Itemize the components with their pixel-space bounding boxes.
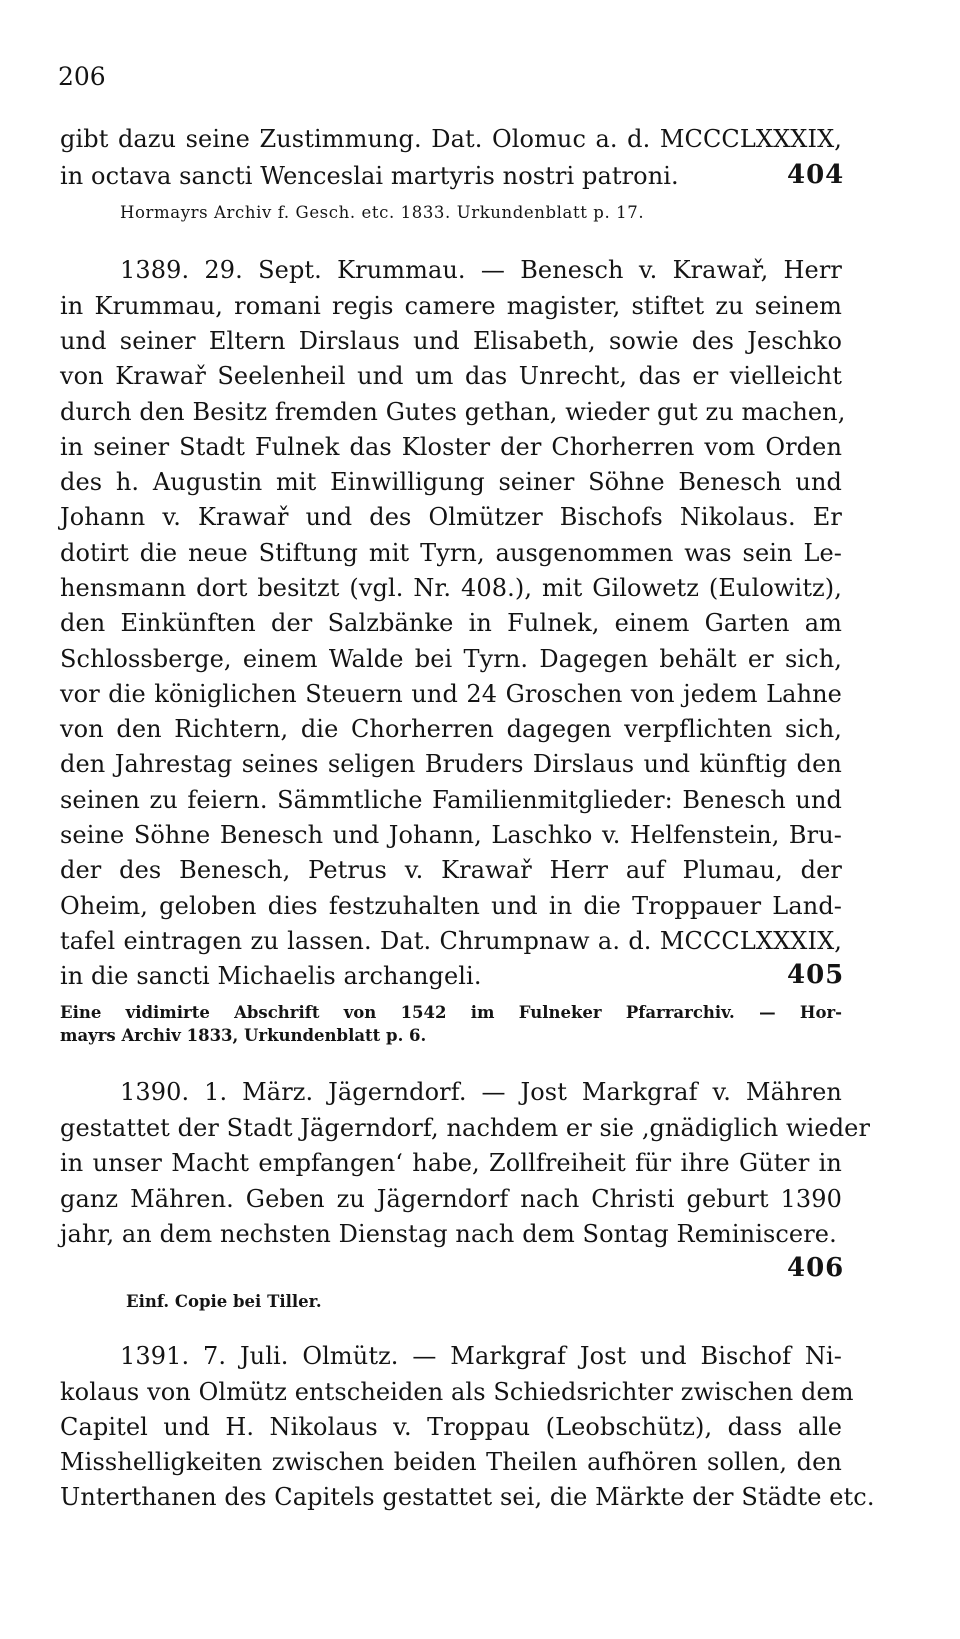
entry-405-line: seine Söhne Benesch und Johann, Laschko v. Helfenstein, Bru- xyxy=(60,821,842,849)
entry-406-line: in unser Macht empfangen‘ habe, Zollfreiheit für ihre Güter in xyxy=(60,1149,842,1177)
entry-405-line: und seiner Eltern Dirslaus und Elisabeth, sowie des Jeschko xyxy=(60,327,842,355)
entry-406-line: 1390. 1. März. Jägerndorf. — Jost Markgraf v. Mähren xyxy=(120,1078,842,1106)
entry-405-line: in seiner Stadt Fulnek das Kloster der Chorherren vom Orden xyxy=(60,433,842,461)
entry-405-line: 1389. 29. Sept. Krummau. — Benesch v. Krawař, Herr xyxy=(120,256,842,284)
entry-405-line: der des Benesch, Petrus v. Krawař Herr auf Plumau, der xyxy=(60,856,842,884)
entry-405-line: von den Richtern, die Chorherren dagegen verpflichten sich, xyxy=(60,715,842,743)
entry-404-line: in octava sancti Wenceslai martyris nostri patroni. xyxy=(60,162,679,190)
entry-405-line: tafel eintragen zu lassen. Dat. Chrumpnaw a. d. MCCCLXXXIX, xyxy=(60,927,842,955)
entry-405-line: Oheim, geloben dies festzuhalten und in die Troppauer Land- xyxy=(60,892,842,920)
source-note-405: mayrs Archiv 1833, Urkundenblatt p. 6. xyxy=(60,1026,427,1045)
entry-407-line: Misshelligkeiten zwischen beiden Theilen aufhören sollen, den xyxy=(60,1448,842,1476)
entry-405-line: Johann v. Krawař und des Olmützer Bischofs Nikolaus. Er xyxy=(60,503,842,531)
source-note-404: Hormayrs Archiv f. Gesch. etc. 1833. Urkundenblatt p. 17. xyxy=(120,203,645,222)
source-note-405: Eine vidimirte Abschrift von 1542 im Fulneker Pfarrarchiv. — Hor- xyxy=(60,1003,842,1022)
entry-407-line: Unterthanen des Capitels gestattet sei, die Märkte der Städte etc. xyxy=(60,1483,875,1511)
entry-405-line: seinen zu feiern. Sämmtliche Familienmitglieder: Benesch und xyxy=(60,786,842,814)
entry-407-line: 1391. 7. Juli. Olmütz. — Markgraf Jost und Bischof Ni- xyxy=(120,1342,842,1370)
entry-405-line: des h. Augustin mit Einwilligung seiner Söhne Benesch und xyxy=(60,468,842,496)
entry-406-line: ganz Mähren. Geben zu Jägerndorf nach Christi geburt 1390 xyxy=(60,1185,842,1213)
entry-405-line: hensmann dort besitzt (vgl. Nr. 408.), mit Gilowetz (Eulowitz), xyxy=(60,574,842,602)
source-note-406: Einf. Copie bei Tiller. xyxy=(126,1292,322,1311)
entry-405-line: dotirt die neue Stiftung mit Tyrn, ausgenommen was sein Le- xyxy=(60,539,842,567)
entry-405-line: in Krummau, romani regis camere magister, stiftet zu seinem xyxy=(60,292,842,320)
entry-404-line: gibt dazu seine Zustimmung. Dat. Olomuc a. d. MCCCLXXXIX, xyxy=(60,125,842,153)
document-number-405: 405 xyxy=(787,960,845,990)
entry-405-line: den Jahrestag seines seligen Bruders Dirslaus und künftig den xyxy=(60,750,842,778)
entry-405-line: vor die königlichen Steuern und 24 Groschen von jedem Lahne xyxy=(60,680,842,708)
entry-407-line: Capitel und H. Nikolaus v. Troppau (Leobschütz), dass alle xyxy=(60,1413,842,1441)
document-number-406: 406 xyxy=(787,1253,845,1283)
entry-407-line: kolaus von Olmütz entscheiden als Schiedsrichter zwischen dem xyxy=(60,1378,854,1406)
entry-405-line: durch den Besitz fremden Gutes gethan, wieder gut zu machen, xyxy=(60,398,846,426)
entry-405-line: Schlossberge, einem Walde bei Tyrn. Dagegen behält er sich, xyxy=(60,645,842,673)
entry-406-line: jahr, an dem nechsten Dienstag nach dem Sontag Reminiscere. xyxy=(60,1220,837,1248)
entry-405-line: von Krawař Seelenheil und um das Unrecht, das er vielleicht xyxy=(60,362,842,390)
page-number: 206 xyxy=(58,62,106,91)
entry-406-line: gestattet der Stadt Jägerndorf, nachdem er sie ‚gnädiglich wieder xyxy=(60,1114,871,1142)
document-number-404: 404 xyxy=(787,160,845,190)
entry-405-line: den Einkünften der Salzbänke in Fulnek, einem Garten am xyxy=(60,609,842,637)
entry-405-line: in die sancti Michaelis archangeli. xyxy=(60,962,482,990)
